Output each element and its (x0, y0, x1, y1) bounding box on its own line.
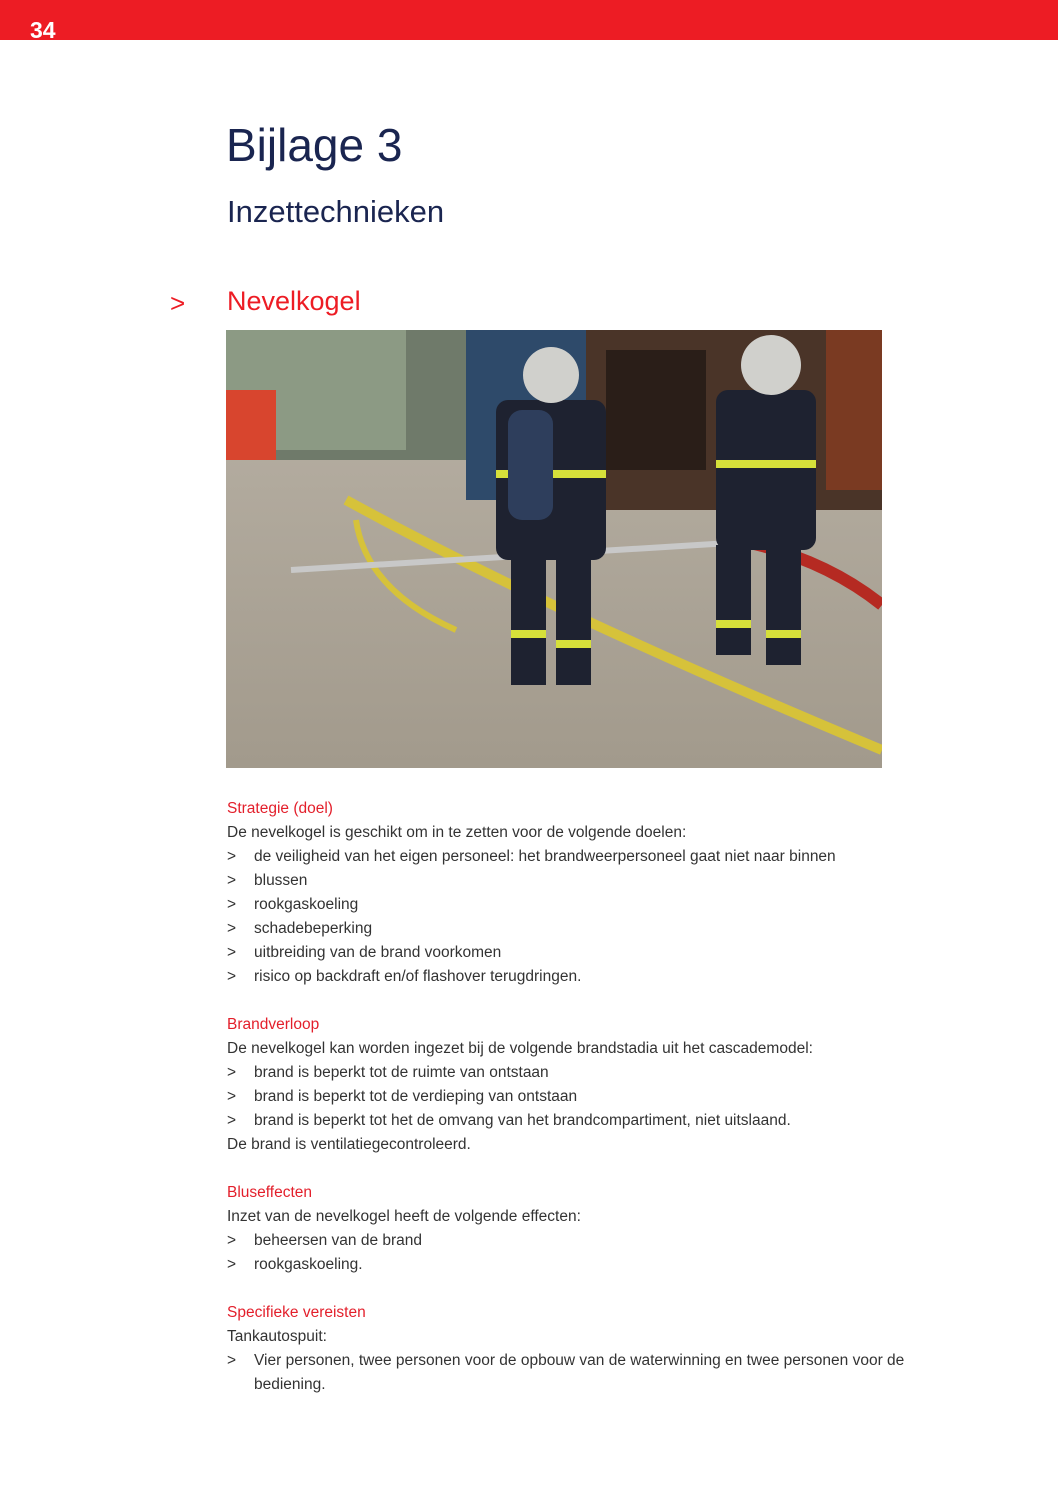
section-heading: Brandverloop (227, 1016, 320, 1033)
list-item: > brand is beperkt tot de ruimte van ontstaan (227, 1064, 549, 1081)
list-item: > Vier personen, twee personen voor de opbouw van de waterwinning en twee personen voor de bediening. (227, 1352, 905, 1393)
list-item: > rookgaskoeling (227, 896, 359, 913)
bluseffecten-section (227, 1181, 907, 1277)
strategie-section (227, 797, 907, 989)
bullet-list (227, 1349, 907, 1397)
list-item: > schadebeperking (227, 920, 373, 937)
section-heading: Specifieke vereisten (227, 1304, 366, 1321)
section-marker: > (170, 288, 186, 318)
list-item: > brand is beperkt tot de verdieping van ontstaan (227, 1088, 578, 1105)
section-intro: Inzet van de nevelkogel heeft de volgende effecten: (227, 1208, 581, 1225)
section-intro: De nevelkogel is geschikt om in te zetten voor de volgende doelen: (227, 824, 687, 841)
header-bar (0, 0, 1058, 40)
list-item: > beheersen van de brand (227, 1232, 423, 1249)
page-title: Bijlage 3 (226, 119, 403, 171)
section-heading: Bluseffecten (227, 1184, 313, 1201)
section-title: Nevelkogel (227, 286, 361, 316)
brandverloop-section (227, 1013, 907, 1157)
bullet-list (227, 845, 907, 989)
bullet-list (227, 1229, 907, 1277)
list-item: > rookgaskoeling. (227, 1256, 363, 1273)
list-item: > brand is beperkt tot het de omvang van het brandcompartiment, niet uitslaand. (227, 1112, 791, 1129)
firefighters-photo (226, 330, 882, 768)
section-intro: De nevelkogel kan worden ingezet bij de volgende brandstadia uit het cascademodel: (227, 1040, 813, 1057)
page-subtitle: Inzettechnieken (227, 194, 445, 229)
list-item: > de veiligheid van het eigen personeel: het brandweerpersoneel gaat niet naar binnen (227, 848, 836, 865)
list-item: > blussen (227, 872, 308, 889)
section-outro: De brand is ventilatiegecontroleerd. (227, 1136, 471, 1153)
bullet-list (227, 1061, 907, 1133)
vereisten-section (227, 1301, 907, 1397)
list-item: > uitbreiding van de brand voorkomen (227, 944, 502, 961)
page-number: 34 (30, 17, 56, 43)
section-heading: Strategie (doel) (227, 800, 333, 817)
list-item: > risico op backdraft en/of flashover terugdringen. (227, 968, 582, 985)
section-intro: Tankautospuit: (227, 1328, 327, 1345)
